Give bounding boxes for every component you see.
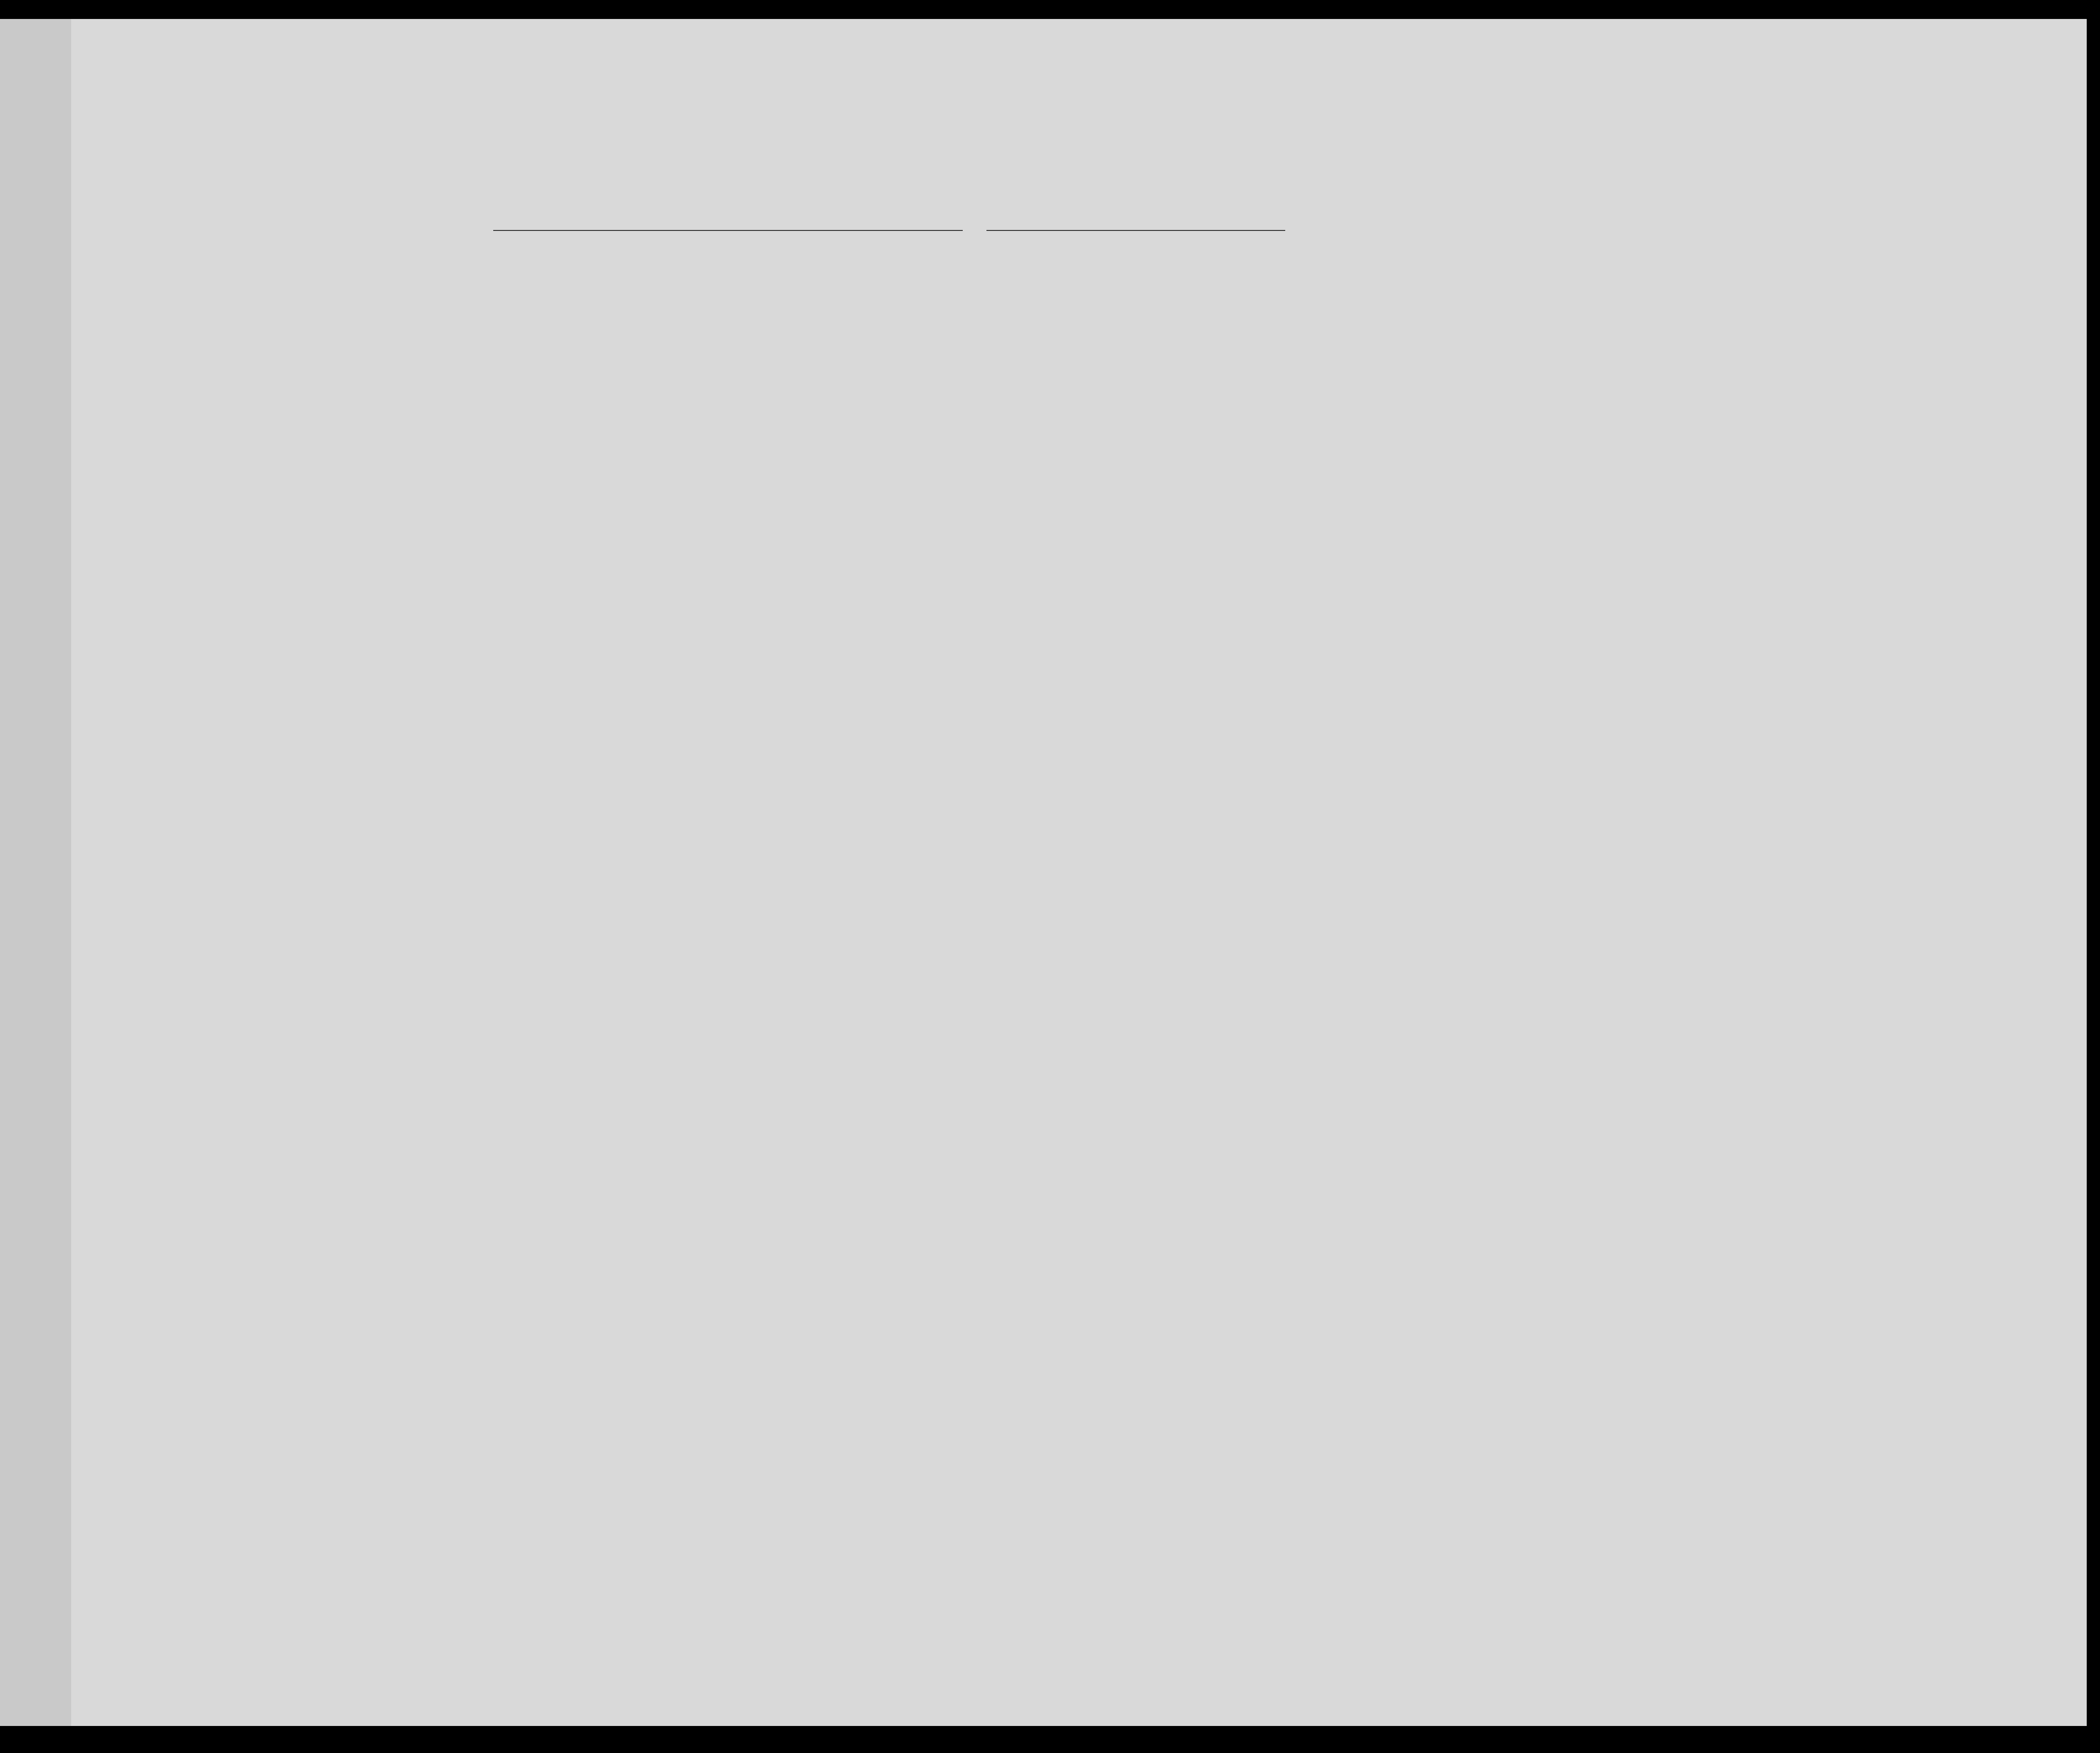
left-page-strip xyxy=(0,19,73,1726)
manifest-sheet xyxy=(71,19,2087,1726)
port-underline xyxy=(493,230,963,231)
date-underline xyxy=(986,230,1285,231)
